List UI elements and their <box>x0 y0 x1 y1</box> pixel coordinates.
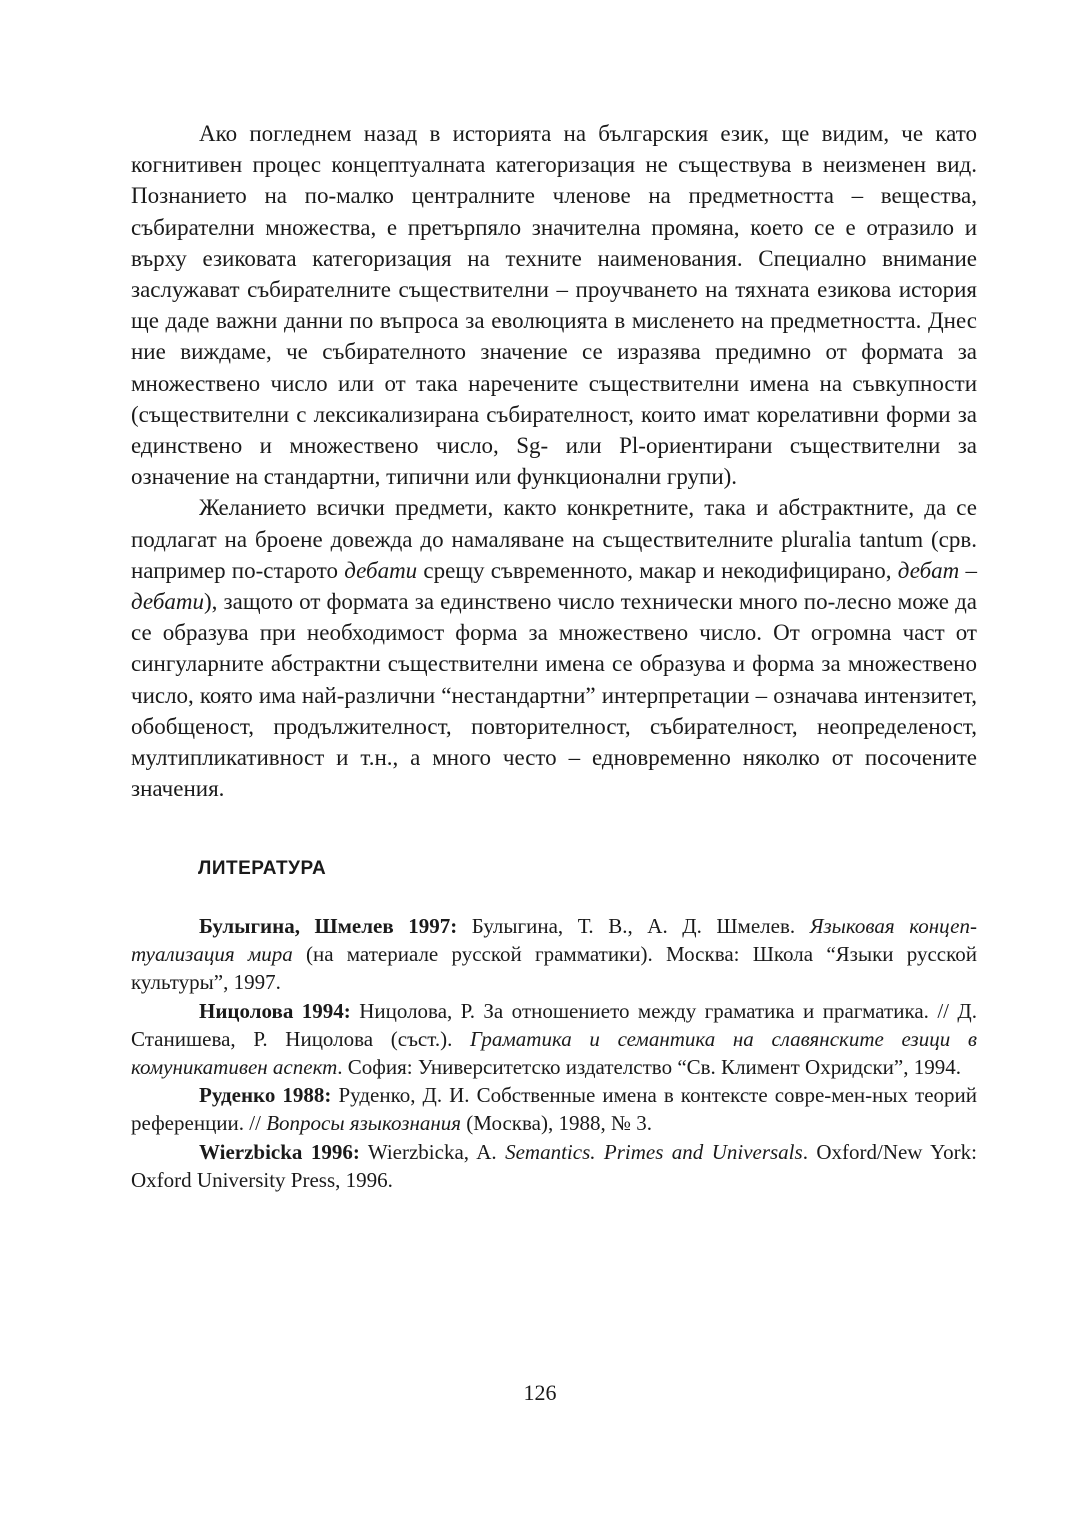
reference-title: Языковая концептуализация мира <box>131 914 977 967</box>
reference-details: (на материале русской грамматики). Москва: Школа “Языки русской культуры”, 1997. <box>131 942 977 995</box>
reference-entry <box>131 1081 977 1137</box>
literature-heading: ЛИТЕРАТУРА <box>198 858 327 879</box>
reference-title: Вопросы языкознания <box>266 1111 462 1136</box>
reference-title: Граматика и семантика на славянските езици в комуникативен аспект <box>131 1026 978 1080</box>
reference-authors: Булыгина, Т. В., А. Д. Шмелев. <box>457 914 810 938</box>
reference-authors: Руденко, Д. И. Собственные имена в контексте совре-мен-ных теорий референции. // <box>131 1083 977 1136</box>
text-run: Желанието всички предмети, както конкретните, така и абстрактните, да се подлагат на броене довежда до намаляване на съществителните pluralia tantum (срв. например по-старото <box>131 495 977 583</box>
reference-details: (Москва), 1988, № 3. <box>461 1111 652 1136</box>
body-text <box>131 118 977 804</box>
reference-authors: Wierzbicka, A. <box>359 1139 506 1164</box>
reference-key: Ницолова 1994: <box>199 998 351 1023</box>
reference-key: Wierzbicka 1996: <box>199 1139 360 1164</box>
reference-key: Руденко 1988: <box>199 1083 332 1108</box>
paragraph: Ако погледнем назад в историята на българския език, ще видим, че като когнитивен процес концептуалната категоризация не съществува в неизменен вид. Познанието на по-малко централните членове на предметността – вещества, събирателни множества, е претърпяло значителна промяна, което се е отразило и върху езиковата категоризация на техните наименования. Специално внимание заслужават събирателните съществителни – проучването на тяхната езикова история ще даде важни данни по въпроса за еволюцията в мисленето на предметността. Днес ние виждаме, че събирателното значение се изразява предимно от формата за множествено число или от така наречените съществителни имена на съвкупности (съществителни с лексикализирана събирателност, които имат корелативни форми за единствено и множествено число, Sg- или Pl-ориентирани съществителни за означение на стандартни, типични или функционални групи). <box>131 121 977 490</box>
reference-entry <box>131 1138 977 1194</box>
reference-details: . София: Университетско издателство “Св. Климент Охридски”, 1994. <box>337 1055 961 1080</box>
reference-key: Булыгина, Шмелев 1997: <box>199 914 458 938</box>
reference-details: . Oxford/New York: Oxford University Press, 1996. <box>131 1139 977 1192</box>
reference-entry <box>131 912 977 997</box>
references-list <box>131 912 977 1194</box>
reference-entry <box>131 997 977 1082</box>
text-run: ), защото от формата за единствено число технически много по-лесно може да се образува при необходимост форма за множествено число. От огромна част от сингуларните абстрактни съществителни имена се образува и форма за множествено число, която има най-различни “нестандартни” интерпретации – означава интензитет, обобщеност, продължителност, повторителност, събирателност, неопределеност, мултипликативност и т.н., а много често – едновременно няколко от посочените значения. <box>131 589 977 802</box>
paragraph <box>131 492 977 804</box>
reference-authors: Ницолова, Р. За отношението между граматика и прагматика. // Д. Станишева, Р. Ницолова (съст.). <box>131 998 977 1051</box>
text-run: срещу съвременното, макар и некодифицирано, <box>417 557 898 583</box>
italic-term: дебати <box>344 557 418 583</box>
reference-title: Semantics. Primes and Universals <box>505 1139 803 1164</box>
italic-term: дебат – дебати <box>131 557 977 615</box>
page-number: 126 <box>523 1380 557 1405</box>
